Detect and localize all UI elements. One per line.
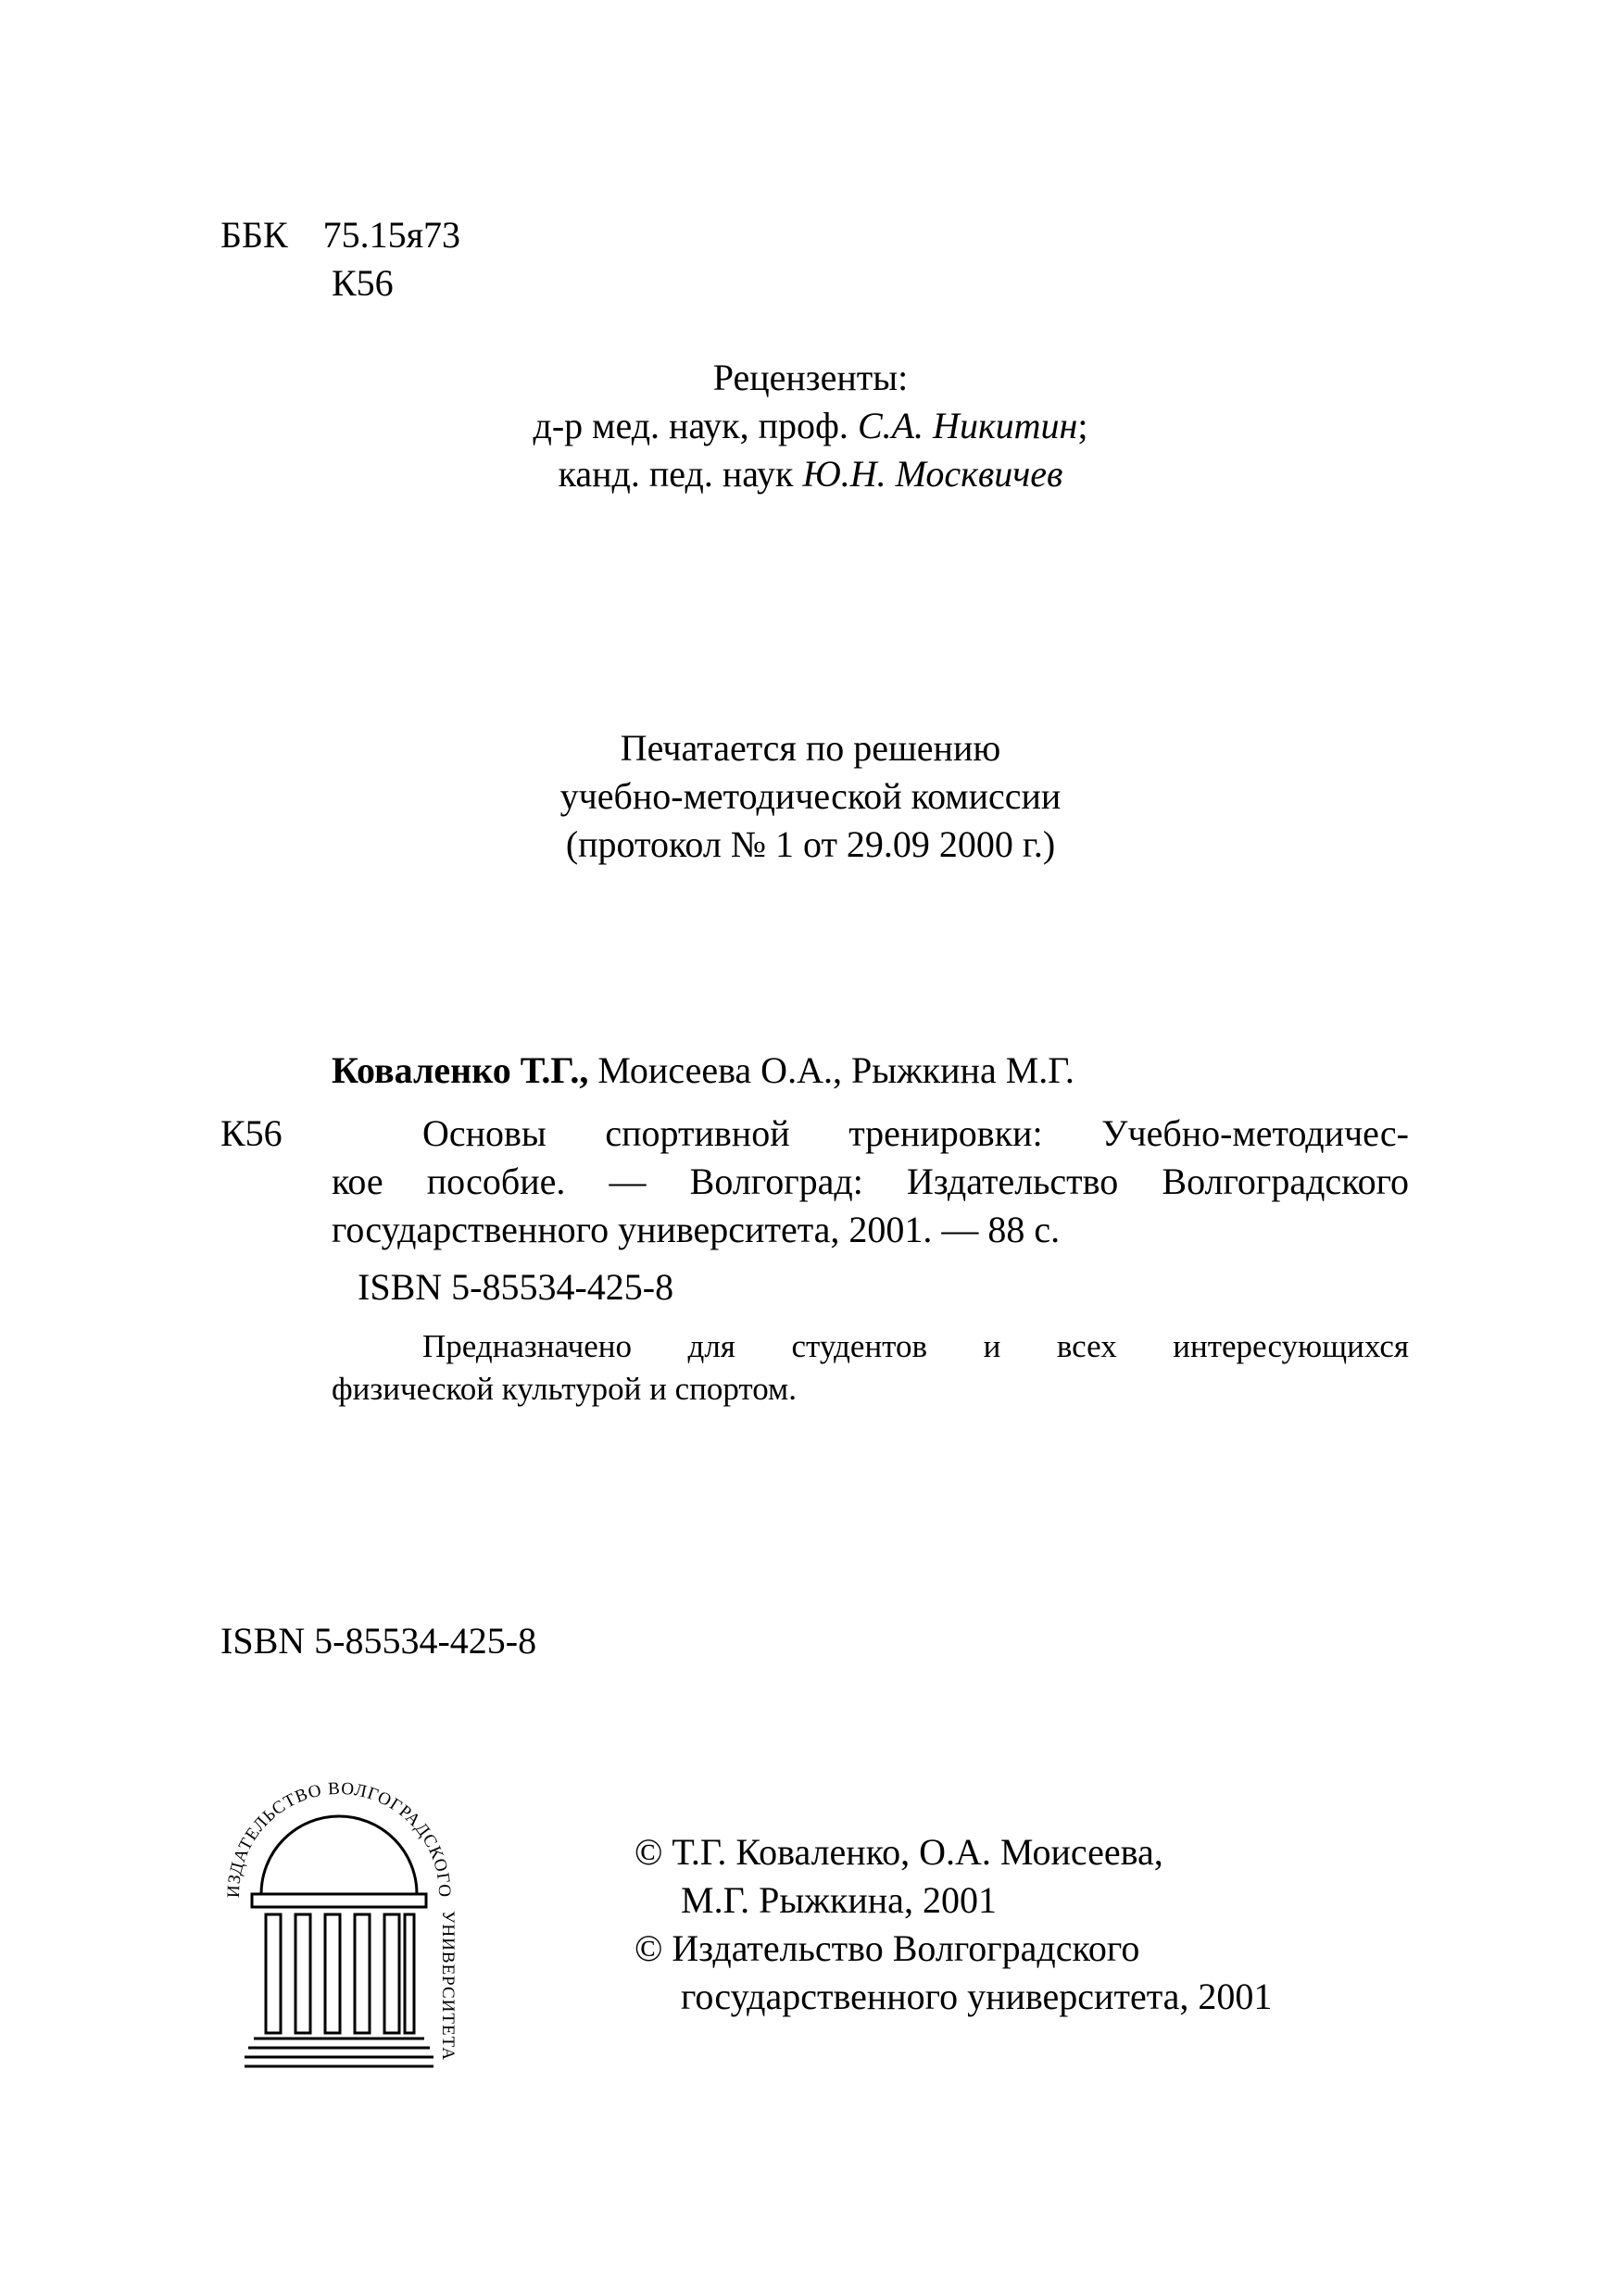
- logo-base: [245, 2039, 434, 2066]
- catalog-desc-line-3: государственного университета, 2001. — 88 с.: [332, 1209, 1061, 1250]
- reviewer-1: [0, 402, 1621, 450]
- catalog-annotation-line-2: физической культурой и спортом.: [332, 1371, 797, 1407]
- copyright-line-4: государственного университета, 2001: [681, 1976, 1273, 2017]
- publisher-logo: [215, 1718, 463, 2079]
- approval-line-1: Печатается по решению: [620, 727, 1001, 769]
- logo-columns: [266, 1914, 414, 2033]
- reviewer-2: [0, 450, 1621, 498]
- logo-entablature: [252, 1894, 426, 1907]
- copyright-line-1: © Т.Г. Коваленко, О.А. Моисеева,: [635, 1831, 1163, 1873]
- catalog-coauthors: Моисеева О.А., Рыжкина М.Г.: [597, 1049, 1074, 1091]
- approval-line-2: учебно-методической комиссии: [559, 775, 1062, 817]
- bbk-line: [220, 211, 460, 259]
- logo-right-text: УНИВЕРСИТЕТА: [438, 1910, 458, 2062]
- bbk-label: ББК: [220, 214, 288, 256]
- catalog-isbn: ISBN 5-85534-425-8: [358, 1266, 674, 1308]
- reviewer-2-title: канд. пед. наук: [558, 453, 794, 495]
- reviewer-2-name: Ю.Н. Москвичев: [802, 453, 1063, 495]
- catalog-annotation-line-1: Предназначено для студентов и всех интересующихся: [422, 1328, 1409, 1364]
- bbk-author-sign: К56: [332, 262, 394, 304]
- reviewer-1-suffix: ;: [1077, 405, 1088, 446]
- reviewer-1-name: С.А. Никитин: [857, 405, 1078, 446]
- logo-dome: [261, 1816, 417, 1894]
- catalog-sign: К56: [220, 1112, 283, 1154]
- copyright-line-2: М.Г. Рыжкина, 2001: [681, 1879, 997, 1921]
- approval-line-3: (протокол № 1 от 29.09 2000 г.): [565, 823, 1056, 865]
- catalog-desc-line-1: Основы спортивной тренировки: Учебно-методичес-: [422, 1112, 1409, 1154]
- reviewers-heading: Рецензенты:: [712, 357, 909, 398]
- catalog-authors: [332, 1047, 1074, 1095]
- copyright-line-3: © Издательство Волгоградского: [635, 1927, 1140, 1969]
- logo-arc-text: ИЗДАТЕЛЬСТВО ВОЛГОГРАДСКОГО: [223, 1778, 455, 1899]
- catalog-main-author: Коваленко Т.Г.,: [332, 1049, 589, 1091]
- bbk-code: 75.15я73: [322, 214, 461, 256]
- catalog-desc-line-2: кое пособие. — Волгоград: Издательство Волгоградского: [332, 1161, 1409, 1202]
- isbn-bottom: ISBN 5-85534-425-8: [220, 1620, 537, 1662]
- reviewer-1-title: д-р мед. наук, проф.: [533, 405, 848, 446]
